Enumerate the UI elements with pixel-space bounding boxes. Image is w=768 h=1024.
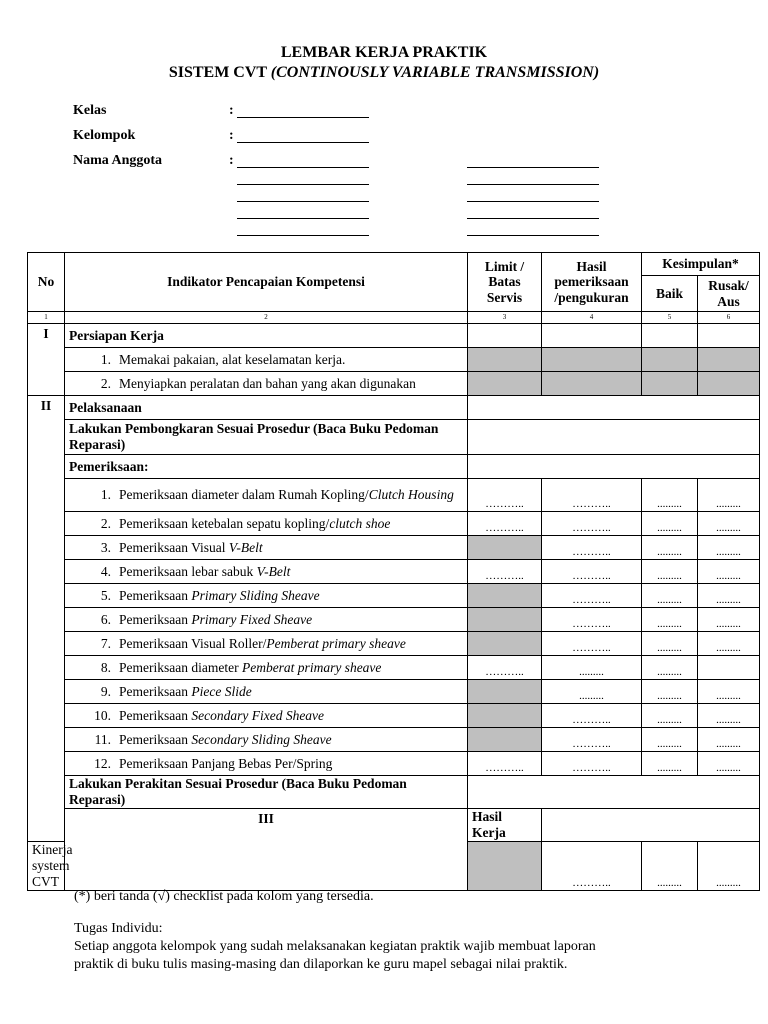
shaded-cell (468, 348, 542, 372)
nama-anggota-label: Nama Anggota (73, 153, 163, 168)
section-number: II (28, 396, 65, 842)
table-row (28, 632, 760, 656)
anggota-field-10[interactable] (467, 235, 599, 236)
worksheet-title: LEMBAR KERJA PRAKTIK (280, 44, 488, 61)
hasil-value[interactable]: ……….. (542, 479, 642, 512)
anggota-field-8[interactable] (467, 218, 599, 219)
item-cell (65, 536, 468, 560)
item-italic: Secondary Sliding Sheave (191, 731, 332, 747)
item-italic: Clutch Housing (368, 486, 454, 502)
item-text: Menyiapkan peralatan dan bahan yang akan digunakan (119, 375, 416, 391)
table-cell (468, 420, 760, 455)
subtitle-prefix: SISTEM CVT (168, 64, 271, 81)
table-row (28, 584, 760, 608)
table-cell (698, 324, 760, 348)
shaded-cell (468, 584, 542, 608)
table-cell (468, 324, 542, 348)
hasil-value[interactable]: ......... (542, 680, 642, 704)
table-row (28, 704, 760, 728)
item-italic: V-Belt (228, 539, 263, 555)
rusak-check[interactable]: ......... (698, 842, 760, 891)
kelompok-colon: : (229, 128, 234, 143)
item-cell (65, 512, 468, 536)
table-cell (542, 809, 760, 842)
baik-check[interactable]: ......... (642, 479, 698, 512)
anggota-field-3[interactable] (237, 184, 369, 185)
item-number: 9. (100, 683, 111, 699)
item-text: Pemeriksaan Visual Roller/ (119, 635, 267, 651)
item-cell (65, 372, 468, 396)
anggota-field-9[interactable] (237, 235, 369, 236)
item-text: Pemeriksaan diameter dalam Rumah Kopling/ (119, 486, 369, 502)
section-title: Persiapan Kerja (65, 324, 468, 348)
rusak-check[interactable]: ......... (698, 479, 760, 512)
table-cell (468, 396, 760, 420)
item-text: Pemeriksaan Visual (119, 539, 229, 555)
anggota-field-5[interactable] (237, 201, 369, 202)
item-cell (65, 348, 468, 372)
shaded-cell (468, 372, 542, 396)
competency-table (27, 252, 760, 891)
shaded-cell (542, 348, 642, 372)
header-limit: Limit / Batas Servis (468, 253, 542, 312)
item-number: 5. (100, 587, 111, 603)
item-text: Pemeriksaan (119, 611, 192, 627)
item-text: Memakai pakaian, alat keselamatan kerja. (119, 351, 346, 367)
table-cell (542, 324, 642, 348)
item-number: 2. (100, 375, 111, 391)
item-number: 2. (100, 515, 111, 531)
table-row (28, 656, 760, 680)
col-number: 5 (642, 312, 698, 324)
item-number: 1. (100, 351, 111, 367)
item-cell (65, 632, 468, 656)
shaded-cell (642, 372, 698, 396)
table-row (28, 728, 760, 752)
section-number: I (28, 324, 65, 396)
header-no: No (28, 253, 65, 312)
hasil-value[interactable]: ……….. (542, 512, 642, 536)
item-number: 8. (100, 659, 111, 675)
rusak-check[interactable]: ......... (698, 512, 760, 536)
item-text: Pemeriksaan (119, 587, 192, 603)
anggota-field-4[interactable] (467, 184, 599, 185)
shaded-cell (642, 348, 698, 372)
checklist-note: (*) beri tanda (√) checklist pada kolom yang tersedia. (74, 889, 374, 904)
shaded-cell (468, 608, 542, 632)
item-cell (65, 479, 468, 512)
baik-check[interactable]: ......... (642, 842, 698, 891)
baik-check[interactable]: ......... (642, 752, 698, 776)
anggota-field-1[interactable] (237, 167, 369, 168)
item-cell (65, 656, 468, 680)
limit-value[interactable]: ……….. (468, 479, 542, 512)
section-title: Hasil Kerja (468, 809, 542, 842)
item-cell (65, 704, 468, 728)
kelas-colon: : (229, 103, 234, 118)
table-row (28, 680, 760, 704)
shaded-cell (698, 348, 760, 372)
table-row (28, 752, 760, 776)
item-text: Pemeriksaan (119, 683, 192, 699)
hasil-value[interactable]: ……….. (542, 752, 642, 776)
table-row (28, 372, 760, 396)
table-row (28, 560, 760, 584)
item-text: Pemeriksaan Panjang Bebas Per/Spring (119, 755, 333, 771)
rusak-check[interactable]: ......... (698, 632, 760, 656)
baik-check[interactable]: ......... (642, 680, 698, 704)
hasil-value[interactable]: ……….. (542, 608, 642, 632)
kelompok-field[interactable] (237, 142, 369, 143)
hasil-value[interactable]: ……….. (542, 536, 642, 560)
rusak-check[interactable]: ......... (698, 704, 760, 728)
table-cell (468, 776, 760, 809)
kinerja-item: Kinerja system CVT (28, 842, 65, 891)
item-cell (65, 728, 468, 752)
hasil-value[interactable]: ……….. (542, 842, 642, 891)
table-row (28, 608, 760, 632)
anggota-field-6[interactable] (467, 201, 599, 202)
table-row (28, 512, 760, 536)
item-cell (65, 752, 468, 776)
item-number: 3. (100, 539, 111, 555)
hasil-value[interactable]: ......... (542, 656, 642, 680)
item-cell (65, 584, 468, 608)
header-rusak: Rusak/ Aus (698, 276, 760, 312)
rusak-check[interactable]: ......... (698, 536, 760, 560)
rusak-check[interactable]: ......... (698, 752, 760, 776)
limit-value[interactable]: ……….. (468, 752, 542, 776)
col-number: 1 (28, 312, 65, 324)
item-number: 7. (100, 635, 111, 651)
pemeriksaan-label: Pemeriksaan: (65, 455, 468, 479)
item-italic: Pemberat primary sheave (241, 659, 382, 675)
baik-check[interactable]: ......... (642, 584, 698, 608)
tugas-text-line1: Setiap anggota kelompok yang sudah melaksanakan kegiatan praktik wajib membuat laporan (74, 939, 596, 954)
table-cell (698, 656, 760, 680)
table-row (28, 348, 760, 372)
hasil-value[interactable]: ……….. (542, 632, 642, 656)
col-number: 4 (542, 312, 642, 324)
limit-value[interactable]: ……….. (468, 656, 542, 680)
anggota-field-7[interactable] (237, 218, 369, 219)
item-italic: V-Belt (256, 563, 291, 579)
subtitle-italic: (CONTINOUSLY VARIABLE TRANSMISSION) (270, 64, 600, 81)
hasil-value[interactable]: ……….. (542, 584, 642, 608)
item-italic: Pemberat primary sheave (266, 635, 406, 651)
shaded-cell (468, 728, 542, 752)
limit-value[interactable]: ……….. (468, 512, 542, 536)
baik-check[interactable]: ......... (642, 632, 698, 656)
header-hasil: Hasil pemeriksaan /pengukuran (542, 253, 642, 312)
rusak-check[interactable]: ......... (698, 680, 760, 704)
item-text: Pemeriksaan (119, 731, 192, 747)
baik-check[interactable]: ......... (642, 608, 698, 632)
nama-anggota-colon: : (229, 153, 234, 168)
item-number: 4. (100, 563, 111, 579)
hasil-value[interactable]: ……….. (542, 704, 642, 728)
item-number: 10. (94, 707, 111, 723)
item-italic: Primary Sliding Sheave (191, 587, 320, 603)
tugas-title: Tugas Individu: (74, 921, 163, 936)
section-number: III (65, 809, 468, 891)
item-number: 1. (100, 486, 111, 502)
shaded-cell (468, 842, 542, 891)
header-kesimpulan: Kesimpulan* (642, 253, 760, 276)
item-cell (65, 608, 468, 632)
table-row (28, 479, 760, 512)
shaded-cell (468, 632, 542, 656)
item-text: Pemeriksaan lebar sabuk (119, 563, 257, 579)
baik-check[interactable]: ......... (642, 536, 698, 560)
hasil-value[interactable]: ……….. (542, 728, 642, 752)
item-italic: Piece Slide (191, 683, 252, 699)
item-text: Pemeriksaan diameter (119, 659, 242, 675)
rakit-step: Lakukan Perakitan Sesuai Prosedur (Baca Buku Pedoman Reparasi) (65, 776, 468, 809)
rusak-check[interactable]: ......... (698, 584, 760, 608)
item-text: Pemeriksaan (119, 707, 192, 723)
header-baik: Baik (642, 276, 698, 312)
item-italic: clutch shoe (329, 515, 391, 531)
baik-check[interactable]: ......... (642, 656, 698, 680)
kelas-label: Kelas (73, 103, 107, 118)
col-number: 2 (65, 312, 468, 324)
kelas-field[interactable] (237, 117, 369, 118)
rusak-check[interactable]: ......... (698, 560, 760, 584)
baik-check[interactable]: ......... (642, 512, 698, 536)
table-cell (642, 324, 698, 348)
item-cell (65, 680, 468, 704)
shaded-cell (468, 536, 542, 560)
rusak-check[interactable]: ......... (698, 608, 760, 632)
item-number: 6. (100, 611, 111, 627)
item-number: 12. (94, 755, 111, 771)
item-number: 11. (94, 731, 111, 747)
table-cell (468, 455, 760, 479)
item-italic: Primary Fixed Sheave (191, 611, 313, 627)
item-text: Pemeriksaan ketebalan sepatu kopling/ (119, 515, 330, 531)
table-row (28, 536, 760, 560)
tugas-text-line2: praktik di buku tulis masing-masing dan dilaporkan ke guru mapel sebagai nilai praktik. (74, 957, 568, 972)
section-title: Pelaksanaan (65, 396, 468, 420)
hasil-value[interactable]: ……….. (542, 560, 642, 584)
item-italic: Secondary Fixed Sheave (191, 707, 325, 723)
shaded-cell (542, 372, 642, 396)
rusak-check[interactable]: ......... (698, 728, 760, 752)
baik-check[interactable]: ......... (642, 728, 698, 752)
kelompok-label: Kelompok (73, 128, 136, 143)
limit-value[interactable]: ……….. (468, 560, 542, 584)
baik-check[interactable]: ......... (642, 704, 698, 728)
worksheet-subtitle (0, 64, 768, 82)
baik-check[interactable]: ......... (642, 560, 698, 584)
item-cell (65, 560, 468, 584)
shaded-cell (468, 704, 542, 728)
shaded-cell (468, 680, 542, 704)
col-number: 6 (698, 312, 760, 324)
header-indikator: Indikator Pencapaian Kompetensi (65, 253, 468, 312)
shaded-cell (698, 372, 760, 396)
col-number: 3 (468, 312, 542, 324)
anggota-field-2[interactable] (467, 167, 599, 168)
bongkar-step: Lakukan Pembongkaran Sesuai Prosedur (Baca Buku Pedoman Reparasi) (65, 420, 468, 455)
